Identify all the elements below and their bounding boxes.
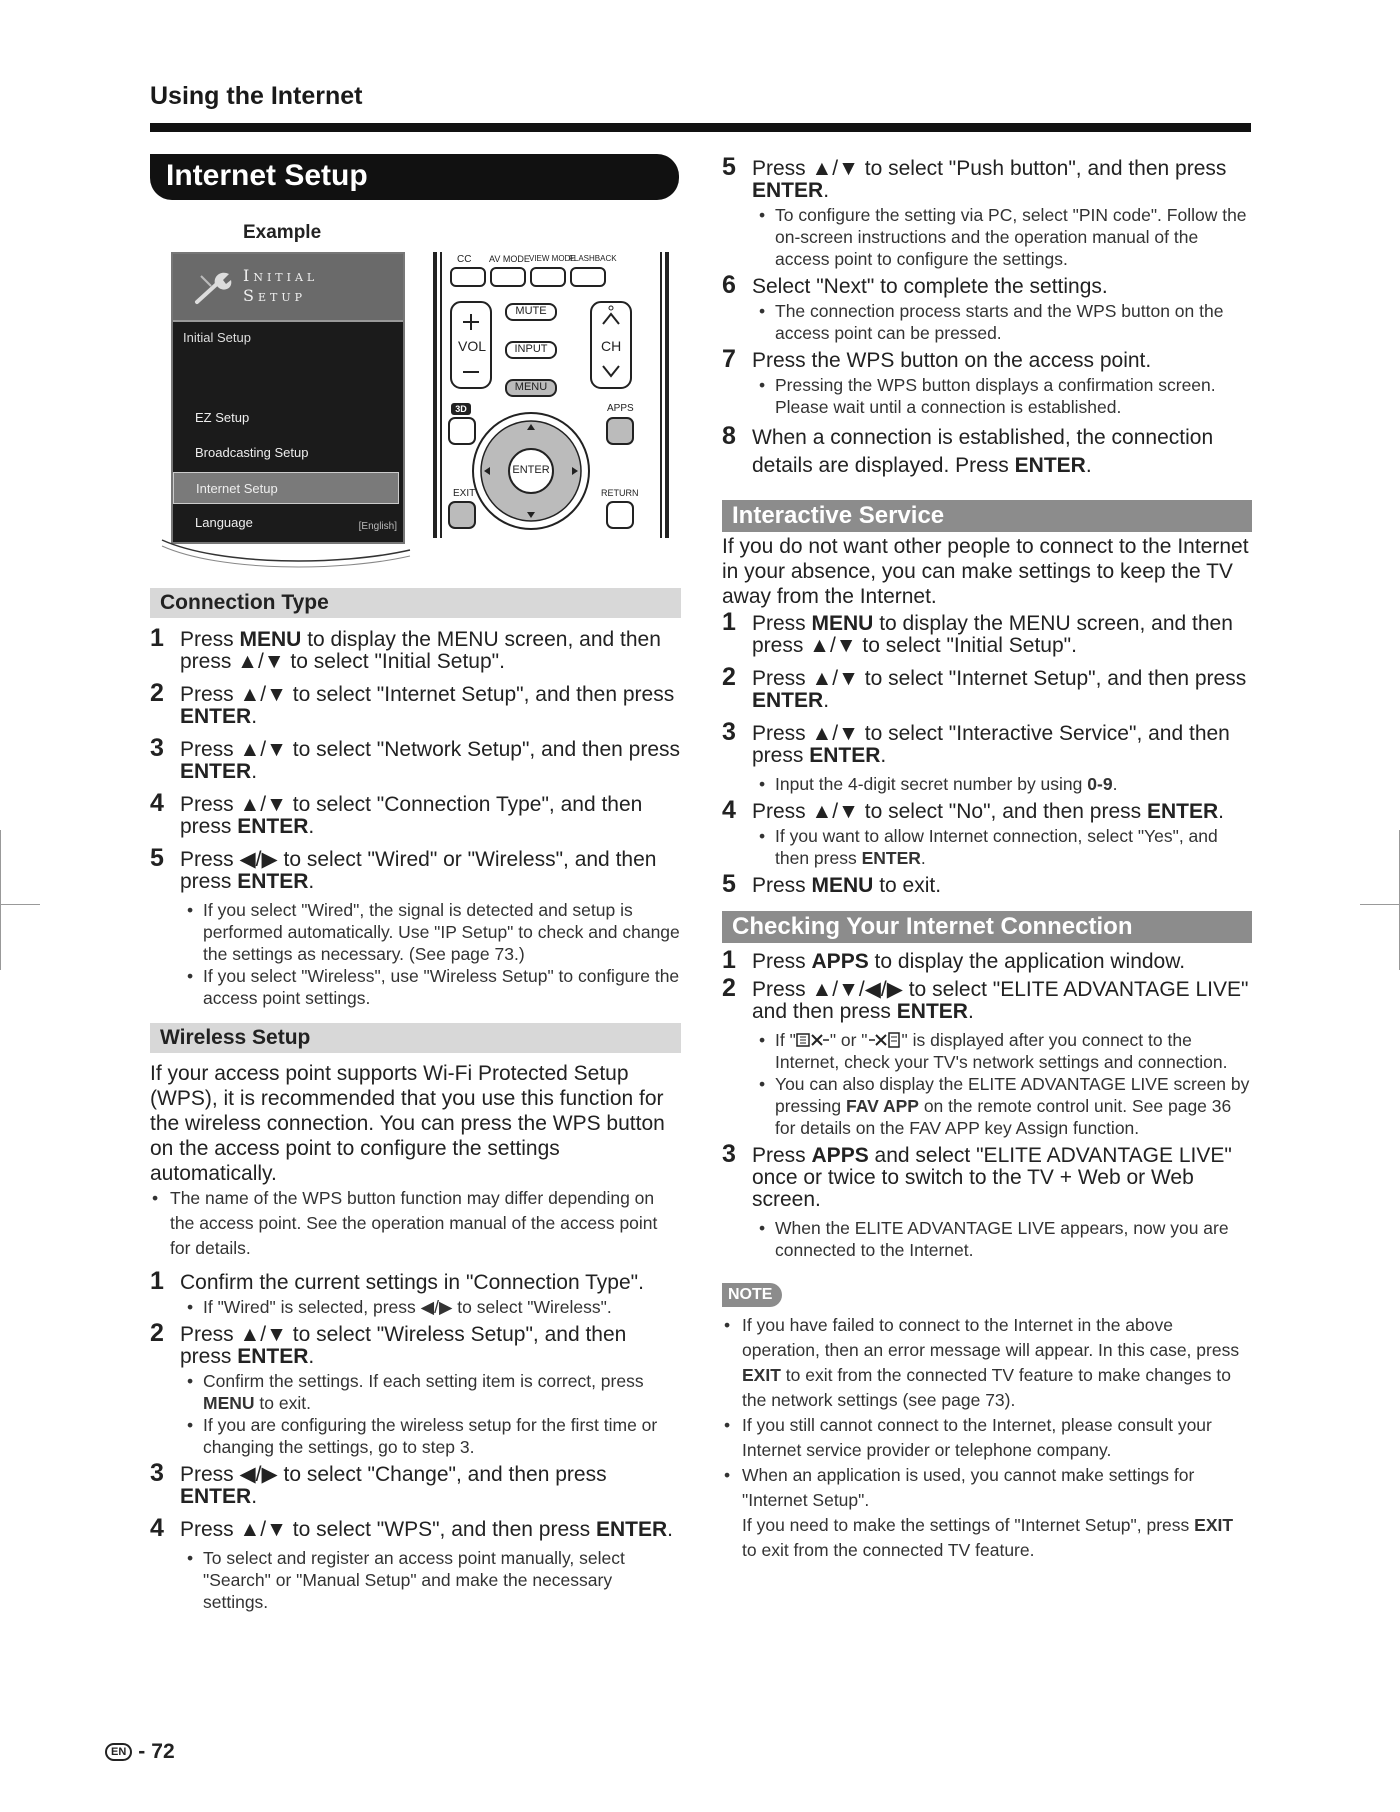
remote-viewmode-label: VIEW MODE: [529, 254, 576, 263]
tv-menu-header: [173, 254, 403, 322]
step-number: 4: [722, 796, 736, 824]
bullet-item: • If you select "Wireless", use "Wireless Setup" to configure the access point settings.: [180, 965, 681, 1009]
bullet-item: [752, 1029, 1252, 1073]
step-text: Press: [180, 628, 240, 651]
checking-step-2-notes: [752, 1029, 1252, 1139]
page-number: 72: [151, 1740, 175, 1763]
interactive-step-3: 3 Press ▲/▼ to select "Interactive Service", and then press ENTER. • Input the 4-digit secret number by using 0-9.: [722, 723, 1252, 795]
checking-step-3: [722, 1140, 1252, 1261]
step-text: Press ◀/▶ to select "Wired" or "Wireless", and then press: [180, 848, 657, 893]
step-text: Select "Next" to complete the settings.: [752, 275, 1108, 298]
checking-step-2: 2 Press ▲/▼/◀/▶ to select "ELITE ADVANTAGE LIVE" and then press ENTER. • If " " or " " is displayed after you connect to the Internet, check your TV's network settings and connection. • You can also display the ELITE ADVANTAGE LIVE screen by pressing FAV APP on the remote control unit. See page 36 for details on the FAV APP key Assign function.: [722, 979, 1252, 1139]
server-error-icon: [868, 1032, 902, 1048]
step-text: Press ▲/▼ to select "Connection Type", and then press: [180, 793, 643, 838]
checking-step-3-notes: [752, 1217, 1252, 1261]
step-number: 2: [150, 679, 164, 707]
step-bold: APPS: [811, 950, 869, 973]
wps-step-7: [722, 345, 1252, 418]
step-text: Press: [752, 612, 812, 635]
checking-steps: [722, 946, 1252, 1261]
interactive-service-heading: Interactive Service: [722, 500, 1252, 532]
step-text: and select "ELITE ADVANTAGE LIVE" once or twice to switch to the TV + Web or Web screen.: [752, 1144, 1232, 1211]
note-badge: NOTE: [722, 1283, 782, 1307]
step-number: 5: [722, 153, 736, 181]
step-bold: ENTER: [180, 760, 252, 783]
bullet-text: " or ": [829, 1030, 868, 1050]
wireless-step-4: 4 Press ▲/▼ to select "WPS", and then press ENTER. • To select and register an access point manually, select "Search" or "Manual Setup" and make the necessary settings.: [150, 1519, 681, 1613]
step-number: 1: [150, 1267, 164, 1295]
step-number: 3: [722, 718, 736, 746]
step-bold: ENTER: [237, 870, 309, 893]
bullet-bold: 0-9: [1087, 774, 1113, 794]
step-bold: MENU: [811, 874, 874, 897]
note-text: When an application is used, you cannot make settings for "Internet Setup".: [742, 1465, 1195, 1510]
step-number: 4: [150, 789, 164, 817]
step-bold: APPS: [811, 1144, 869, 1167]
remote-mute-button[interactable]: MUTE: [515, 305, 547, 317]
remote-return-label: RETURN: [601, 488, 639, 498]
step-number: 2: [722, 663, 736, 691]
step-text: Press ▲/▼ to select "Internet Setup", and then press: [752, 667, 1247, 690]
step-text: Press ▲/▼ to select "Wireless Setup", and then press: [180, 1323, 627, 1368]
bullet-item: • If "Wired" is selected, press ◀/▶ to select "Wireless".: [180, 1296, 681, 1318]
step-text: .: [251, 705, 258, 728]
remote-menu-button[interactable]: MENU: [514, 381, 548, 393]
interactive-intro: If you do not want other people to connect to the Internet in your absence, you can make settings to keep the TV away from the Internet.: [722, 535, 1249, 608]
step-text: Press ▲/▼ to select "Internet Setup", and then press: [180, 683, 675, 706]
bullet-item: • If you are configuring the wireless setup for the first time or changing the settings, go to step 3.: [180, 1414, 681, 1458]
example-figure: [150, 252, 681, 576]
wireless-step-3: 3 Press ◀/▶ to select "Change", and then press ENTER.: [150, 1459, 607, 1508]
step-number: 7: [722, 345, 736, 373]
interactive-step-1: [722, 608, 1252, 657]
tv-menu-language-value: [English]: [358, 521, 397, 532]
step-number: 1: [722, 946, 736, 974]
tv-menu-item-language[interactable]: Language: [195, 515, 253, 530]
note-text: to exit from the connected TV feature.: [742, 1540, 1035, 1560]
wps-steps: [722, 153, 1252, 480]
step-bold: ENTER: [180, 1485, 252, 1508]
step-text: to exit.: [873, 874, 942, 897]
remote-apps-label: APPS: [607, 403, 634, 414]
note-text: If you need to make the settings of "Internet Setup", press: [742, 1515, 1195, 1535]
step-bold: ENTER: [237, 815, 309, 838]
step-number: 1: [722, 608, 736, 636]
bullet-item: • To configure the setting via PC, select "PIN code". Follow the on-screen instructions and the operation manual of the access point to configure the settings.: [752, 204, 1252, 270]
remote-control: [431, 252, 671, 538]
wps-step-7-notes: [752, 374, 1252, 418]
wireless-step-2: 2 Press ▲/▼ to select "Wireless Setup", and then press ENTER. • Confirm the settings. If each setting item is correct, press MENU to exit. • If you are configuring the wireless setup for the first time or changing the settings, go to step 3.: [150, 1324, 681, 1458]
step-text: to display the application window.: [868, 950, 1186, 973]
step-bold: ENTER: [752, 179, 824, 202]
crop-mark-right-h: [1360, 904, 1400, 905]
bullet-text: You can also display the ELITE ADVANTAGE LIVE screen by pressing: [775, 1074, 1250, 1116]
step-number: 5: [722, 870, 736, 898]
bullet-item: • If you want to allow Internet connection, select "Yes", and then press ENTER.: [752, 825, 1252, 869]
interactive-step-4: 4 Press ▲/▼ to select "No", and then press ENTER. • If you want to allow Internet connection, select "Yes", and then press ENTER.: [722, 801, 1252, 869]
step-text: Press ▲/▼ to select "No", and then press: [752, 800, 1147, 823]
step-number: 5: [150, 844, 164, 872]
step-text: to display the MENU screen, and then press ▲/▼ to select "Initial Setup".: [752, 612, 1233, 657]
step-text: Confirm the current settings in "Connection Type".: [180, 1271, 644, 1294]
bullet-text: to exit.: [254, 1393, 311, 1413]
crop-mark-left-v: [0, 830, 1, 970]
step-text: Press ▲/▼/◀/▶ to select "ELITE ADVANTAGE LIVE" and then press: [752, 978, 1249, 1023]
step-text: Press: [752, 874, 812, 897]
page-footer: [105, 1740, 175, 1764]
step-bold: ENTER: [180, 705, 252, 728]
step-text: Press ▲/▼ to select "WPS", and then press: [180, 1518, 596, 1541]
step-text: Press: [752, 1144, 812, 1167]
bullet-item: • To select and register an access point manually, select "Search" or "Manual Setup" and make the necessary settings.: [180, 1547, 681, 1613]
connection-step-5: [150, 844, 681, 1009]
remote-exit-label: EXIT: [453, 488, 476, 499]
remote-ch-label: CH: [601, 338, 622, 354]
wireless-step-4-notes: [180, 1547, 681, 1613]
wps-step-8: 8 When a connection is established, the connection details are displayed. Press ENTER.: [722, 422, 1214, 477]
connection-step-1: [150, 624, 681, 673]
remote-enter-button[interactable]: ENTER: [512, 464, 550, 476]
connection-step-4: [150, 789, 681, 838]
remote-flashback-label: FLASHBACK: [569, 254, 617, 263]
remote-3d-label: 3D: [455, 404, 467, 414]
step-text: Press ▲/▼ to select "Network Setup", and then press: [180, 738, 681, 761]
wps-step-5-notes: [752, 204, 1252, 270]
remote-input-button[interactable]: INPUT: [514, 343, 548, 355]
step-bold: MENU: [811, 612, 874, 635]
connection-step-3: [150, 734, 681, 783]
step-bold: MENU: [239, 628, 302, 651]
interactive-step-2: 2 Press ▲/▼ to select "Internet Setup", and then press ENTER.: [722, 663, 1247, 712]
step-bold: ENTER: [1146, 800, 1219, 823]
step-bold: ENTER: [237, 1345, 309, 1368]
tv-menu-title-line1: Initial: [243, 266, 319, 285]
bullet-item: • Input the 4-digit secret number by using 0-9.: [752, 773, 1252, 795]
bullet-text: on the remote control unit. See page 36 for details on the FAV APP key Assign function.: [775, 1096, 1232, 1138]
wireless-steps: [150, 1267, 681, 1613]
tv-menu-title: [243, 266, 318, 306]
tv-menu-item-internet-setup[interactable]: Internet Setup: [173, 472, 399, 504]
bullet-bold: FAV APP: [846, 1096, 919, 1116]
step-number: 2: [722, 974, 736, 1002]
connection-step-5-notes: [180, 899, 681, 1009]
step-text: Press the WPS button on the access point.: [752, 349, 1152, 372]
remote-vol-label: VOL: [458, 338, 487, 354]
wireless-intro: If your access point supports Wi-Fi Protected Setup (WPS), it is recommended that you use this function for the wireless connection. You can press the WPS button on the access point to configure the settings automatically.: [150, 1062, 665, 1185]
remote-avmode-label: AV MODE: [489, 254, 530, 264]
step-text: Press: [752, 950, 812, 973]
wps-step-6: [722, 271, 1252, 344]
step-bold: ENTER: [809, 744, 881, 767]
wps-step-5: 5 Press ▲/▼ to select "Push button", and then press ENTER. • To configure the setting via PC, select "PIN code". Follow the on-screen instructions and the operation manual of the access point to configure the settings.: [722, 158, 1252, 270]
connection-step-2: [150, 679, 681, 728]
example-label: Example: [243, 222, 322, 243]
bullet-bold: MENU: [203, 1393, 255, 1413]
step-number: 1: [150, 624, 164, 652]
network-error-icon: [796, 1032, 830, 1048]
bullet-item: [180, 1370, 681, 1414]
wireless-step-2-notes: [180, 1370, 681, 1458]
bullet-item: • Pressing the WPS button displays a confirmation screen. Please wait until a connection is established.: [752, 374, 1252, 418]
wrench-icon: [193, 268, 237, 306]
bullet-text: Input the 4-digit secret number by using: [775, 774, 1088, 794]
step-text: .: [251, 760, 258, 783]
step-text: Press ▲/▼ to select "Interactive Service", and then press: [752, 722, 1230, 767]
bullet-item: • The connection process starts and the WPS button on the access point can be pressed.: [752, 300, 1252, 344]
header-rule: [150, 123, 1251, 132]
crop-mark-left-h: [0, 904, 40, 905]
wireless-intro-bullet: • The name of the WPS button function may differ depending on the access point. See the operation manual of the access point for details.: [150, 1186, 681, 1261]
step-number: 3: [150, 734, 164, 762]
step-bold: ENTER: [896, 1000, 968, 1023]
wireless-setup-heading: Wireless Setup: [150, 1023, 681, 1053]
interactive-step-5: [722, 870, 1252, 898]
step-number: 6: [722, 271, 736, 299]
wireless-step-1-notes: [180, 1296, 681, 1318]
connection-type-steps: [150, 624, 681, 1009]
bullet-text: If ": [775, 1030, 796, 1050]
tv-menu-title-line2: Setup: [243, 286, 306, 305]
connection-type-heading: Connection Type: [150, 588, 681, 618]
tv-menu-item-broadcasting-setup[interactable]: Broadcasting Setup: [195, 445, 309, 460]
remote-cc-label: CC: [457, 254, 472, 265]
tv-menu-subtitle: Initial Setup: [183, 330, 251, 345]
step-bold: ENTER: [1014, 454, 1086, 477]
step-text: When a connection is established, the connection details are displayed. Press: [752, 426, 1214, 477]
step-text: to display the MENU screen, and then press ▲/▼ to select "Initial Setup".: [180, 628, 661, 673]
interactive-step-3-notes: [752, 773, 1252, 795]
page-header: Using the Internet: [150, 82, 363, 110]
wps-step-6-notes: [752, 300, 1252, 344]
note-item: • If you still cannot connect to the Internet, please consult your Internet service provider or telephone company.: [722, 1413, 1252, 1463]
bullet-text: Confirm the settings. If each setting item is correct, press: [203, 1371, 644, 1391]
checking-connection-heading: Checking Your Internet Connection: [722, 911, 1252, 943]
note-bold: EXIT: [1194, 1515, 1234, 1535]
left-column: [150, 154, 681, 1613]
bullet-text: " is displayed after you connect to the Internet, check your TV's network settings and connection.: [775, 1030, 1228, 1072]
note-item: [722, 1313, 1252, 1413]
language-badge: EN: [105, 1743, 132, 1761]
step-text: Press ▲/▼ to select "Push button", and then press: [752, 157, 1227, 180]
note-text: If you have failed to connect to the Internet in the above operation, then an error message will appear. In this case, press: [742, 1315, 1240, 1360]
step-number: 2: [150, 1319, 164, 1347]
bullet-text: If you want to allow Internet connection, select "Yes", and then press: [775, 826, 1218, 868]
interactive-steps: [722, 608, 1252, 898]
step-number: 3: [150, 1459, 164, 1487]
step-text: .: [308, 815, 315, 838]
step-number: 4: [150, 1514, 164, 1542]
note-bold: EXIT: [742, 1365, 781, 1385]
step-bold: ENTER: [752, 689, 824, 712]
tv-menu-item-ez-setup[interactable]: EZ Setup: [195, 410, 250, 425]
note-text: to exit from the connected TV feature to make changes to the network settings (see page 73).: [742, 1365, 1231, 1410]
checking-step-1: [722, 946, 1252, 974]
screen-edge-decoration: [160, 536, 412, 572]
step-number: 3: [722, 1140, 736, 1168]
bullet-item: • When the ELITE ADVANTAGE LIVE appears, now you are connected to the Internet.: [752, 1217, 1252, 1261]
note-list: [722, 1313, 1252, 1563]
bullet-item: [752, 1073, 1252, 1139]
bullet-item: • If you select "Wired", the signal is detected and setup is performed automatically. Use "IP Setup" to check and change the settings as necessary. (See page 73.): [180, 899, 681, 965]
interactive-step-4-notes: [752, 825, 1252, 869]
section-title: Internet Setup: [150, 154, 679, 200]
step-bold: ENTER: [595, 1518, 668, 1541]
step-number: 8: [722, 422, 736, 450]
step-text: .: [308, 870, 315, 893]
right-column: [722, 153, 1252, 1563]
footer-separator: -: [138, 1740, 146, 1763]
bullet-bold: ENTER: [861, 848, 921, 868]
step-text: Press ◀/▶ to select "Change", and then press: [180, 1463, 607, 1486]
wireless-step-1: [150, 1267, 681, 1318]
note-item: [722, 1463, 1252, 1563]
tv-menu-screen: [171, 252, 405, 544]
